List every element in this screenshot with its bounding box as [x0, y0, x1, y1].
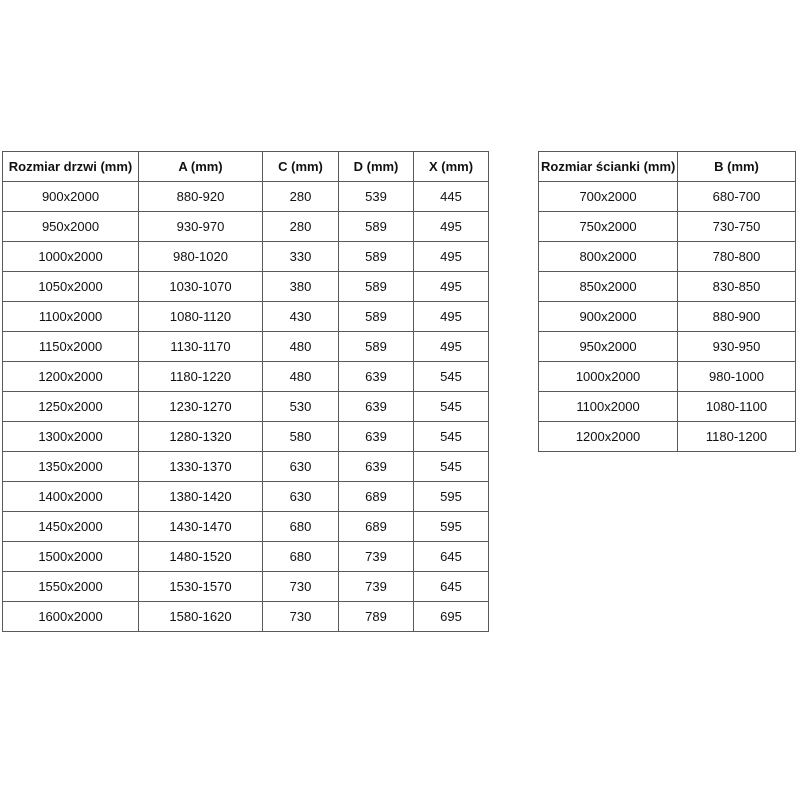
table-cell: 880-920 [139, 182, 263, 212]
table-cell: 930-950 [678, 332, 796, 362]
table-cell: 850x2000 [539, 272, 678, 302]
table-cell: 545 [414, 362, 489, 392]
table-cell: 1300x2000 [3, 422, 139, 452]
table-cell: 580 [263, 422, 339, 452]
table-row [3, 182, 489, 212]
table-cell: 830-850 [678, 272, 796, 302]
wall-panel-sizes-table [538, 151, 796, 452]
table-cell: 1430-1470 [139, 512, 263, 542]
table-cell: 1000x2000 [3, 242, 139, 272]
table-cell: 900x2000 [3, 182, 139, 212]
table-row [539, 212, 796, 242]
table-cell: 695 [414, 602, 489, 632]
table-cell: 1000x2000 [539, 362, 678, 392]
table-cell: 730-750 [678, 212, 796, 242]
table-cell: 1250x2000 [3, 392, 139, 422]
column-header: Rozmiar ścianki (mm) [539, 152, 678, 182]
table-cell: 1230-1270 [139, 392, 263, 422]
table-cell: 639 [339, 452, 414, 482]
table-cell: 545 [414, 392, 489, 422]
header-row [3, 152, 489, 182]
table-cell: 539 [339, 182, 414, 212]
table-cell: 495 [414, 212, 489, 242]
table-row [539, 302, 796, 332]
table-cell: 680 [263, 512, 339, 542]
table-cell: 545 [414, 422, 489, 452]
table-cell: 595 [414, 482, 489, 512]
table-cell: 430 [263, 302, 339, 332]
table-cell: 645 [414, 542, 489, 572]
table-row [3, 302, 489, 332]
table-cell: 950x2000 [3, 212, 139, 242]
table-cell: 689 [339, 482, 414, 512]
column-header: B (mm) [678, 152, 796, 182]
table-cell: 1080-1100 [678, 392, 796, 422]
table-cell: 630 [263, 452, 339, 482]
table-row [539, 242, 796, 272]
table-cell: 900x2000 [539, 302, 678, 332]
table-row [3, 242, 489, 272]
table-cell: 880-900 [678, 302, 796, 332]
table-cell: 1330-1370 [139, 452, 263, 482]
column-header: X (mm) [414, 152, 489, 182]
table-cell: 589 [339, 302, 414, 332]
table-cell: 1530-1570 [139, 572, 263, 602]
table-cell: 495 [414, 242, 489, 272]
table-cell: 800x2000 [539, 242, 678, 272]
table-cell: 680 [263, 542, 339, 572]
table-cell: 1550x2000 [3, 572, 139, 602]
table-cell: 980-1020 [139, 242, 263, 272]
table-cell: 789 [339, 602, 414, 632]
table-row [3, 422, 489, 452]
table-cell: 1200x2000 [3, 362, 139, 392]
table-cell: 1130-1170 [139, 332, 263, 362]
table-cell: 639 [339, 392, 414, 422]
table-row [3, 572, 489, 602]
table-cell: 730 [263, 602, 339, 632]
table-cell: 495 [414, 272, 489, 302]
table-row [3, 542, 489, 572]
table-cell: 1050x2000 [3, 272, 139, 302]
table-row [539, 392, 796, 422]
table-cell: 1100x2000 [539, 392, 678, 422]
table-cell: 645 [414, 572, 489, 602]
column-header: A (mm) [139, 152, 263, 182]
table-row [3, 332, 489, 362]
table-cell: 1200x2000 [539, 422, 678, 452]
table-cell: 280 [263, 182, 339, 212]
table-cell: 495 [414, 332, 489, 362]
table-cell: 750x2000 [539, 212, 678, 242]
door-sizes-table [2, 151, 489, 632]
table-cell: 280 [263, 212, 339, 242]
table-cell: 589 [339, 332, 414, 362]
table-cell: 1280-1320 [139, 422, 263, 452]
table-cell: 630 [263, 482, 339, 512]
table-cell: 589 [339, 242, 414, 272]
table-cell: 730 [263, 572, 339, 602]
table-cell: 1500x2000 [3, 542, 139, 572]
table-cell: 480 [263, 362, 339, 392]
table-cell: 589 [339, 212, 414, 242]
table-row [539, 332, 796, 362]
column-header: Rozmiar drzwi (mm) [3, 152, 139, 182]
table-row [3, 452, 489, 482]
table-cell: 780-800 [678, 242, 796, 272]
table-cell: 445 [414, 182, 489, 212]
table-cell: 689 [339, 512, 414, 542]
table-cell: 595 [414, 512, 489, 542]
table-cell: 680-700 [678, 182, 796, 212]
table-cell: 739 [339, 542, 414, 572]
table-cell: 700x2000 [539, 182, 678, 212]
table-cell: 380 [263, 272, 339, 302]
table-cell: 930-970 [139, 212, 263, 242]
table-cell: 1180-1200 [678, 422, 796, 452]
table-row [539, 272, 796, 302]
table-cell: 530 [263, 392, 339, 422]
table-row [3, 212, 489, 242]
table-cell: 495 [414, 302, 489, 332]
table-cell: 980-1000 [678, 362, 796, 392]
table-cell: 639 [339, 362, 414, 392]
table-cell: 950x2000 [539, 332, 678, 362]
table-cell: 1400x2000 [3, 482, 139, 512]
table-row [3, 272, 489, 302]
table-row [3, 482, 489, 512]
table-cell: 480 [263, 332, 339, 362]
table-cell: 589 [339, 272, 414, 302]
table-row [3, 602, 489, 632]
table-row [3, 392, 489, 422]
table-cell: 1580-1620 [139, 602, 263, 632]
table-row [539, 362, 796, 392]
column-header: C (mm) [263, 152, 339, 182]
table-cell: 1380-1420 [139, 482, 263, 512]
table-cell: 639 [339, 422, 414, 452]
column-header: D (mm) [339, 152, 414, 182]
table-cell: 1080-1120 [139, 302, 263, 332]
table-row [3, 512, 489, 542]
table-cell: 545 [414, 452, 489, 482]
table-cell: 1450x2000 [3, 512, 139, 542]
table-row [539, 422, 796, 452]
table-cell: 1150x2000 [3, 332, 139, 362]
table-cell: 1600x2000 [3, 602, 139, 632]
table-cell: 1350x2000 [3, 452, 139, 482]
table-row [539, 182, 796, 212]
table-cell: 1180-1220 [139, 362, 263, 392]
table-cell: 739 [339, 572, 414, 602]
header-row [539, 152, 796, 182]
table-cell: 1480-1520 [139, 542, 263, 572]
table-cell: 1100x2000 [3, 302, 139, 332]
table-cell: 330 [263, 242, 339, 272]
table-cell: 1030-1070 [139, 272, 263, 302]
table-row [3, 362, 489, 392]
